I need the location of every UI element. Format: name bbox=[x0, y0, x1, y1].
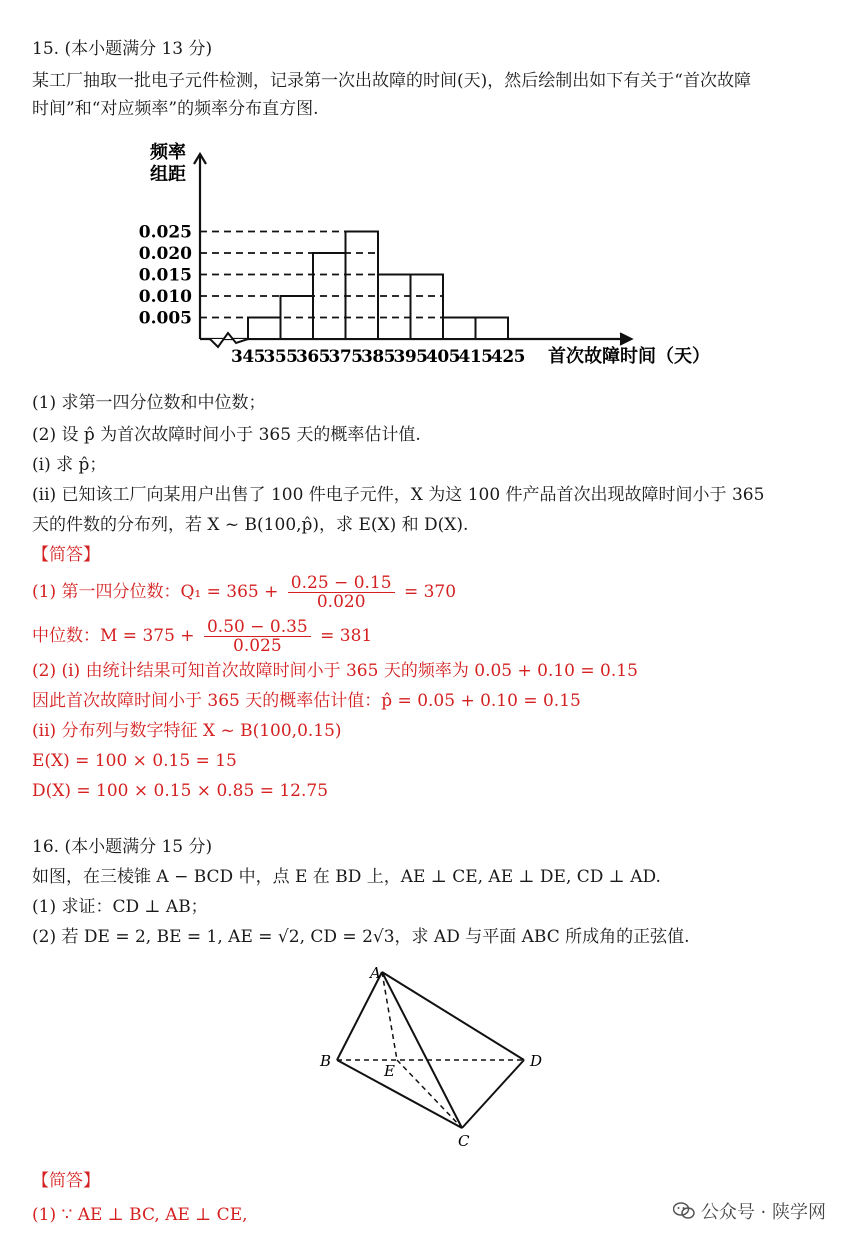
histogram-bar bbox=[476, 318, 509, 340]
median-result: = 381 bbox=[320, 626, 373, 646]
q16-part2: (2) 若 DE = 2, BE = 1, AE = √2, CD = 2√3，求 AD 与平面 ABC 所成角的正弦值. bbox=[32, 927, 690, 947]
vertex-label-a: A bbox=[370, 964, 381, 982]
q16-part1: (1) 求证：CD ⊥ AB； bbox=[32, 897, 208, 917]
y-tick-label: 0.025 bbox=[138, 222, 192, 243]
x-axis-label: 首次故障时间（天） bbox=[548, 346, 710, 367]
x-tick-label: 365 bbox=[296, 347, 330, 367]
median-denominator: 0.025 bbox=[233, 636, 282, 656]
x-tick-label: 345 bbox=[231, 347, 265, 367]
x-tick-label: 415 bbox=[458, 347, 493, 367]
x-tick-label: 425 bbox=[491, 347, 525, 367]
histogram-bar bbox=[346, 232, 379, 340]
segment-ec-hidden bbox=[397, 1060, 462, 1128]
median-fraction bbox=[204, 618, 311, 655]
histogram-bar bbox=[411, 275, 444, 340]
x-tick-label: 405 bbox=[426, 347, 460, 367]
median-numerator: 0.50 − 0.35 bbox=[204, 618, 311, 637]
vertex-label-b: B bbox=[320, 1052, 332, 1070]
y-tick-label: 0.020 bbox=[138, 244, 192, 264]
edge-bc bbox=[337, 1060, 462, 1128]
vertex-label-d: D bbox=[530, 1052, 543, 1070]
x-axis-arrow bbox=[620, 333, 632, 345]
edge-ad bbox=[382, 972, 524, 1060]
q16-stem: 如图，在三棱锥 A − BCD 中，点 E 在 BD 上，AE ⊥ CE, AE ⊥ DE, CD ⊥ AD. bbox=[32, 867, 661, 887]
q15-answer-quartile bbox=[32, 572, 456, 612]
quartile-prefix: (1) 第一四分位数：Q₁ = 365 + bbox=[32, 582, 279, 602]
tetrahedron-figure bbox=[312, 958, 552, 1150]
y-tick-label: 0.015 bbox=[138, 265, 192, 286]
y-tick-label: 0.010 bbox=[138, 287, 192, 307]
quartile-result: = 370 bbox=[403, 582, 457, 602]
q16-header: 16. (本小题满分 15 分) bbox=[32, 837, 213, 857]
median-prefix: 中位数：M = 375 + bbox=[32, 626, 195, 646]
histogram-bar bbox=[378, 275, 411, 340]
q15-answer-dx: D(X) = 100 × 0.15 × 0.85 = 12.75 bbox=[32, 781, 329, 801]
watermark-text: 公众号 · 陕学网 bbox=[700, 1202, 826, 1223]
x-tick-label: 385 bbox=[361, 347, 395, 367]
histogram-bar bbox=[248, 318, 281, 340]
y-axis-label-bottom: 组距 bbox=[150, 164, 186, 185]
edge-cd bbox=[462, 1060, 524, 1128]
q15-part2-ii-line2: 天的件数的分布列，若 X ~ B(100,p̂)，求 E(X) 和 D(X). bbox=[32, 515, 469, 535]
q15-part2-ii-line1: (ii) 已知该工厂向某用户出售了 100 件电子元件，X 为这 100 件产品首次出现故障时间小于 365 bbox=[32, 485, 765, 505]
histogram-bar bbox=[313, 253, 346, 339]
x-tick-label: 395 bbox=[393, 347, 428, 367]
histogram-bar bbox=[443, 318, 476, 340]
q15-part2-i: (i) 求 p̂； bbox=[32, 455, 107, 475]
q16-answer-1: (1) ∵ AE ⊥ BC, AE ⊥ CE, bbox=[32, 1205, 248, 1225]
q15-answer-median bbox=[32, 616, 372, 656]
frequency-histogram bbox=[130, 138, 730, 372]
q15-stem-line1: 某工厂抽取一批电子元件检测，记录第一次出故障的时间(天)，然后绘制出如下有关于“首次故障 bbox=[32, 71, 751, 91]
edge-ac bbox=[382, 972, 462, 1128]
q15-part1: (1) 求第一四分位数和中位数； bbox=[32, 393, 266, 413]
q15-answer-2ii: (ii) 分布列与数字特征 X ~ B(100,0.15) bbox=[32, 721, 342, 741]
y-axis-label-top: 频率 bbox=[150, 142, 186, 163]
vertex-label-c: C bbox=[458, 1132, 470, 1150]
y-tick-label: 0.005 bbox=[138, 308, 192, 329]
watermark bbox=[673, 1198, 826, 1224]
q16-answer-tag: 【简答】 bbox=[32, 1171, 100, 1191]
quartile-numerator: 0.25 − 0.15 bbox=[288, 574, 395, 593]
quartile-fraction bbox=[288, 574, 395, 611]
x-tick-label: 355 bbox=[263, 347, 298, 367]
edge-ab bbox=[337, 972, 382, 1060]
q15-answer-tag: 【简答】 bbox=[32, 545, 100, 565]
vertex-label-e: E bbox=[384, 1062, 395, 1080]
wechat-icon bbox=[673, 1202, 695, 1220]
x-tick-label: 375 bbox=[328, 347, 363, 367]
q15-stem-line2: 时间”和“对应频率”的频率分布直方图. bbox=[32, 99, 319, 119]
q15-answer-2i: (2) (i) 由统计结果可知首次故障时间小于 365 天的频率为 0.05 + 0.10 = 0.15 bbox=[32, 661, 638, 681]
q15-part2: (2) 设 p̂ 为首次故障时间小于 365 天的概率估计值. bbox=[32, 425, 421, 445]
q15-header: 15. (本小题满分 13 分) bbox=[32, 39, 213, 59]
quartile-denominator: 0.020 bbox=[316, 592, 366, 612]
q15-answer-2i-cont: 因此首次故障时间小于 365 天的概率估计值：p̂ = 0.05 + 0.10 = 0.15 bbox=[32, 691, 581, 711]
q15-answer-ex: E(X) = 100 × 0.15 = 15 bbox=[32, 751, 237, 771]
